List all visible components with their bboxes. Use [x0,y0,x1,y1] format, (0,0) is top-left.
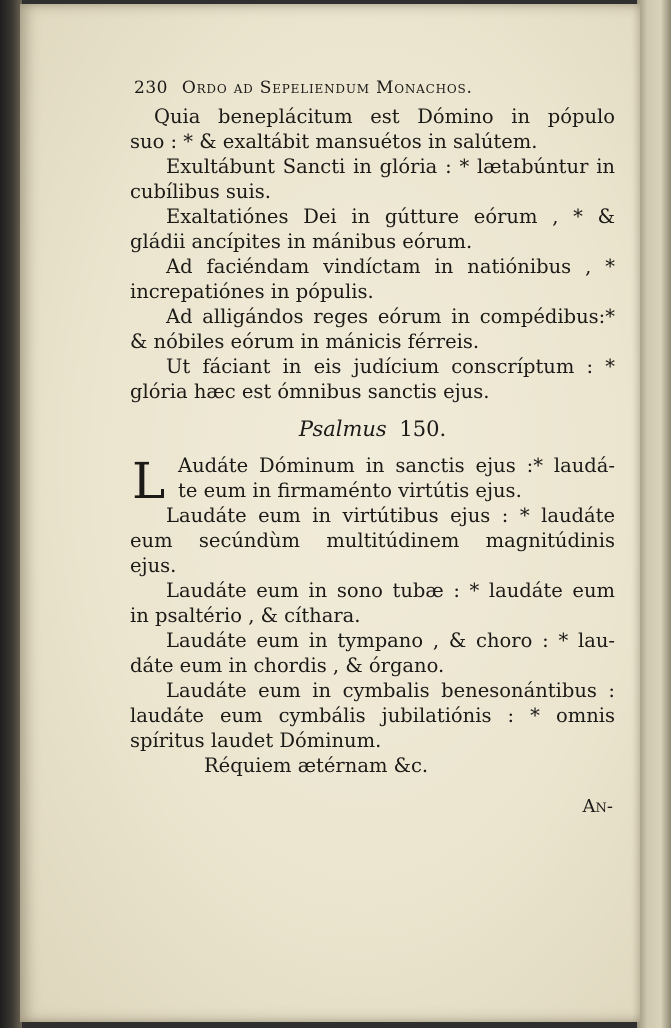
page-number: 230 [134,78,168,98]
verse-line: Ad alligándos reges eórum in compédibus:* [166,305,615,328]
running-title: Ordo ad Sepeliendum Monachos. [181,78,473,98]
verse-line: glória hæc est ómnibus sanctis ejus. [130,380,490,403]
verse-line: suo : * & exaltábit mansuétos in salútem. [130,130,538,153]
verse-line: Exultábunt Sancti in glória : * lætabúntur in [166,155,615,178]
verse-line: Laudáte eum in virtútibus ejus : * laudáte [166,504,615,527]
verse-line: Quia beneplácitum est Dómino in pópulo [154,105,615,128]
psalm-opening [130,452,615,510]
verse-line: Laudáte eum in cymbalis benesonántibus : [166,679,615,702]
stanza [130,254,615,304]
verse-line: in psaltério , & cíthara. [130,604,361,627]
verse-line: Exaltatiónes Dei in gútture eórum , * & [166,205,615,228]
verse-line: Audáte Dóminum in sanctis ejus :* laudá- [178,454,615,477]
psalm-heading [130,417,615,442]
verse-line: laudáte eum cymbális jubilatiónis : * omnis [130,704,615,727]
requiem-line: Réquiem ætérnam &c. [204,754,429,777]
verse-line: te eum in firmaménto virtútis ejus. [178,479,522,502]
verse-line: ejus. [130,554,177,577]
stanza [130,354,615,404]
book-spine-shadow [0,0,22,1028]
stanza [130,104,615,154]
book-page [20,4,640,1022]
verse-line: dáte eum in chordis , & órgano. [130,654,445,677]
verse-line: increpatiónes in pópulis. [130,280,374,303]
verse-line: Ad faciéndam vindíctam in natiónibus , * [166,255,615,278]
page-text-block [130,76,615,819]
facing-page-edge [637,0,671,1028]
stanza [130,204,615,254]
stanza [130,578,615,628]
stanza [130,503,615,578]
verse-line: & nóbiles eórum in mánicis férreis. [130,330,480,353]
catchword: An- [582,796,613,817]
stanza [130,628,615,678]
verse-line: eum secúndùm multitúdinem magnitúdinis [130,529,615,552]
stanza [130,154,615,204]
verse-line: Laudáte eum in tympano , & choro : * lau- [166,629,615,652]
stanza [130,678,615,753]
verse-line: cubílibus suis. [130,180,271,203]
drop-cap-initial: L [132,452,166,510]
verse-line: Laudáte eum in sono tubæ : * laudáte eum [166,579,615,602]
verse-line: spíritus laudet Dóminum. [130,729,382,752]
psalm-number: 150. [399,417,447,441]
verse-line: Ut fáciant in eis judícium conscríptum : * [166,355,615,378]
psalm-heading-label: Psalmus [298,417,387,441]
stanza [130,304,615,354]
running-head [134,76,615,101]
verse-line: gládii ancípites in mánibus eórum. [130,230,473,253]
